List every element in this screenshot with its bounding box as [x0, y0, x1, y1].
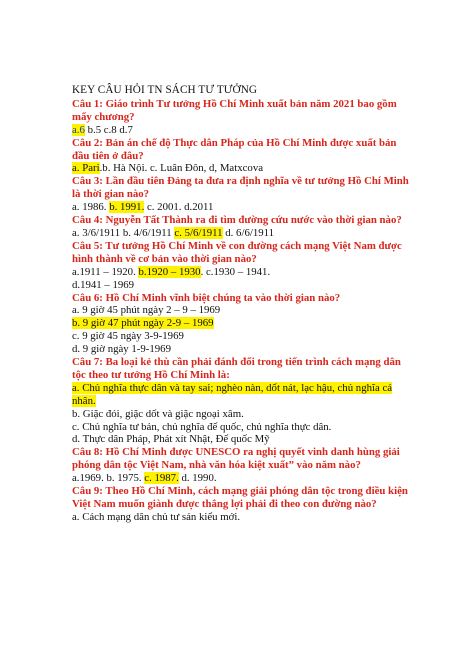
question-3: Câu 3: Lần đầu tiên Đảng ta đưa ra định nghĩa về tư tưởng Hồ Chí Minh là thời gian nào?: [72, 175, 409, 201]
answer-7-d: d. Thực dân Pháp, Phát xít Nhật, Đế quốc Mỹ: [72, 433, 270, 446]
answers-2: [72, 162, 412, 175]
answer-9-a: a. Cách mạng dân chủ tư sản kiểu mới.: [72, 510, 241, 523]
answer-1-rest: b.5 c.8 d.7: [84, 123, 133, 136]
answer-7-a: [72, 382, 412, 408]
question-4: Câu 4: Nguyễn Tất Thành ra đi tìm đường cứu nước vào thời gian nào?: [72, 214, 402, 227]
answer-4-pre: a. 3/6/1911 b. 4/6/1911: [72, 226, 175, 239]
answer-4-highlight: c. 5/6/1911: [174, 226, 223, 239]
answer-6-b: [72, 317, 412, 330]
document-title: KEY CÂU HỎI TN SÁCH TƯ TƯỞNG: [72, 84, 258, 96]
answer-7-b: b. Giặc đói, giặc dốt và giặc ngoại xâm.: [72, 407, 244, 420]
answer-1-highlight: a.6: [72, 123, 85, 136]
answer-7-c: c. Chủ nghĩa tư bản, chủ nghĩa đế quốc, chủ nghĩa thực dân.: [72, 420, 332, 433]
answer-3-highlight: b. 1991.: [109, 201, 145, 214]
question-1: Câu 1: Giáo trình Tư tưởng Hồ Chí Minh xuất bản năm 2021 bao gồm mấy chương?: [72, 97, 397, 123]
answer-5-highlight: b.1920 – 1930: [138, 265, 201, 278]
question-2: Câu 2: Bản án chế độ Thực dân Pháp của Hồ Chí Minh được xuất bản đầu tiên ở đâu?: [72, 136, 397, 162]
answer-8-rest: d. 1990.: [178, 472, 217, 485]
answer-4-rest: d. 6/6/1911: [222, 226, 275, 239]
question-7: Câu 7: Ba loại kẻ thù cần phải đánh đổi trong tiến trình cách mạng dân tộc theo tư tưởng Hồ Chí Minh là:: [72, 356, 401, 381]
answer-8-pre: a.1969. b. 1975.: [72, 472, 145, 485]
answer-3-rest: c. 2001. d.2011: [144, 201, 214, 214]
answer-3-pre: a. 1986.: [72, 201, 110, 214]
question-5: Câu 5: Tư tưởng Hồ Chí Minh về con đường cách mạng Việt Nam được hình thành về cơ bản vào thời gian nào?: [72, 239, 402, 265]
answer-2-rest: .b. Hà Nội. c. Luân Đôn, d, Matxcova: [99, 162, 264, 175]
answer-6-highlight: b. 9 giờ 47 phút ngày 2-9 – 1969: [72, 317, 214, 330]
answer-5-pre: a.1911 – 1920.: [72, 265, 139, 278]
question-9: Câu 9: Theo Hồ Chí Minh, cách mạng giải phóng dân tộc trong điều kiện Việt Nam muốn giành được thắng lợi phải đi theo con đường nào?: [72, 485, 408, 510]
answers-4: [72, 227, 412, 240]
answers-3: [72, 201, 412, 214]
answer-5-d: d.1941 – 1969: [72, 278, 135, 291]
question-8: Câu 8: Hồ Chí Minh được UNESCO ra nghị quyết vinh danh hùng giải phóng dân tộc Việt Nam, nhà văn hóa kiệt xuất” vào năm nào?: [72, 446, 400, 472]
answer-7-highlight: a. Chủ nghĩa thực dân và tay sai; nghèo nàn, dốt nát, lạc hậu, chủ nghĩa cá nhân.: [72, 381, 393, 407]
answers-1: [72, 124, 412, 137]
answers-5: [72, 266, 412, 279]
question-6: Câu 6: Hồ Chí Minh vĩnh biệt chúng ta vào thời gian nào?: [72, 291, 341, 304]
answer-6-d: d. 9 giờ ngày 1-9-1969: [72, 343, 171, 356]
answer-6-a: a. 9 giờ 45 phút ngày 2 – 9 – 1969: [72, 304, 221, 317]
document-body: [72, 84, 412, 524]
answer-5-rest: . c.1930 – 1941.: [200, 265, 271, 278]
answer-2-highlight: a. Pari: [72, 162, 100, 175]
answer-8-highlight: c. 1987.: [144, 472, 179, 485]
answers-8: [72, 472, 412, 485]
answer-6-c: c. 9 giờ 45 ngày 3-9-1969: [72, 330, 184, 343]
